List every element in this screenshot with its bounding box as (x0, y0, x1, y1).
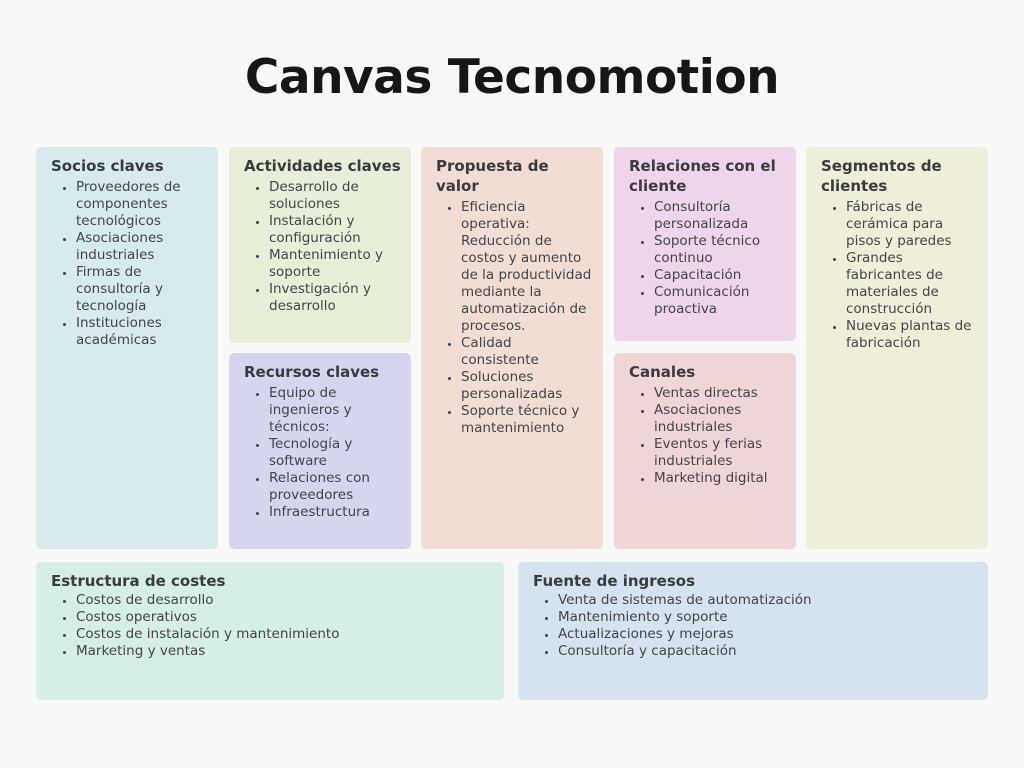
list-item: • Proveedores de componentes tecnológicos (76, 179, 208, 230)
list-item: • Calidad consistente (461, 335, 593, 369)
section-title: Propuesta de valor (436, 157, 549, 195)
section-title: Relaciones con el cliente (629, 157, 776, 195)
estructura-costes-block (36, 562, 504, 700)
section-title: Estructura de costes (51, 572, 226, 590)
list-item: • Asociaciones industriales (654, 402, 786, 436)
section-list (436, 199, 593, 437)
list-item: • Mantenimiento y soporte (558, 609, 978, 626)
section-list (51, 179, 208, 349)
list-item: • Desarrollo de soluciones (269, 179, 401, 213)
page-title: Canvas Tecnomotion (244, 50, 780, 105)
list-item: • Soporte técnico y mantenimiento (461, 403, 593, 437)
list-item: • Firmas de consultoría y tecnología (76, 264, 208, 315)
list-item: • Soporte técnico continuo (654, 233, 786, 267)
list-item: • Asociaciones industriales (76, 230, 208, 264)
relaciones-cliente-block (614, 147, 796, 341)
list-item: • Equipo de ingenieros y técnicos: (269, 385, 401, 436)
section-list (629, 199, 786, 318)
list-item: • Ventas directas (654, 385, 786, 402)
section-list (51, 592, 494, 660)
section-title: Socios claves (51, 157, 164, 175)
section-title: Fuente de ingresos (533, 572, 696, 590)
list-item: • Capacitación (654, 267, 786, 284)
list-item: • Consultoría personalizada (654, 199, 786, 233)
list-item: • Marketing digital (654, 470, 786, 487)
list-item: • Tecnología y software (269, 436, 401, 470)
list-item: • Consultoría y capacitación (558, 643, 978, 660)
list-item: • Instituciones académicas (76, 315, 208, 349)
section-title: Recursos claves (244, 363, 380, 381)
list-item: • Relaciones con proveedores (269, 470, 401, 504)
section-title: Canales (629, 363, 696, 381)
list-item: • Infraestructura (269, 504, 401, 521)
section-list (629, 385, 786, 487)
canales-block (614, 353, 796, 549)
list-item: • Eventos y ferias industriales (654, 436, 786, 470)
propuesta-de-valor-block (421, 147, 603, 549)
actividades-claves-block (229, 147, 411, 343)
section-list (533, 592, 978, 660)
list-item: • Eficiencia operativa: Reducción de costos y aumento de la productividad mediante la automatización de procesos. (461, 199, 593, 335)
section-list (821, 199, 978, 352)
list-item: • Mantenimiento y soporte (269, 247, 401, 281)
socios-claves-block (36, 147, 218, 549)
section-list (244, 385, 401, 521)
fuente-ingresos-block (518, 562, 988, 700)
list-item: • Actualizaciones y mejoras (558, 626, 978, 643)
list-item: • Fábricas de cerámica para pisos y paredes (846, 199, 978, 250)
list-item: • Costos de desarrollo (76, 592, 494, 609)
list-item: • Investigación y desarrollo (269, 281, 401, 315)
section-list (244, 179, 401, 315)
list-item: • Instalación y configuración (269, 213, 401, 247)
segmentos-clientes-block (806, 147, 988, 549)
list-item: • Comunicación proactiva (654, 284, 786, 318)
section-title: Segmentos de clientes (821, 157, 942, 195)
list-item: • Venta de sistemas de automatización (558, 592, 978, 609)
list-item: • Costos operativos (76, 609, 494, 626)
recursos-claves-block (229, 353, 411, 549)
list-item: • Soluciones personalizadas (461, 369, 593, 403)
list-item: • Costos de instalación y mantenimiento (76, 626, 494, 643)
list-item: • Nuevas plantas de fabricación (846, 318, 978, 352)
list-item: • Grandes fabricantes de materiales de construcción (846, 250, 978, 318)
list-item: • Marketing y ventas (76, 643, 494, 660)
section-title: Actividades claves (244, 157, 401, 175)
